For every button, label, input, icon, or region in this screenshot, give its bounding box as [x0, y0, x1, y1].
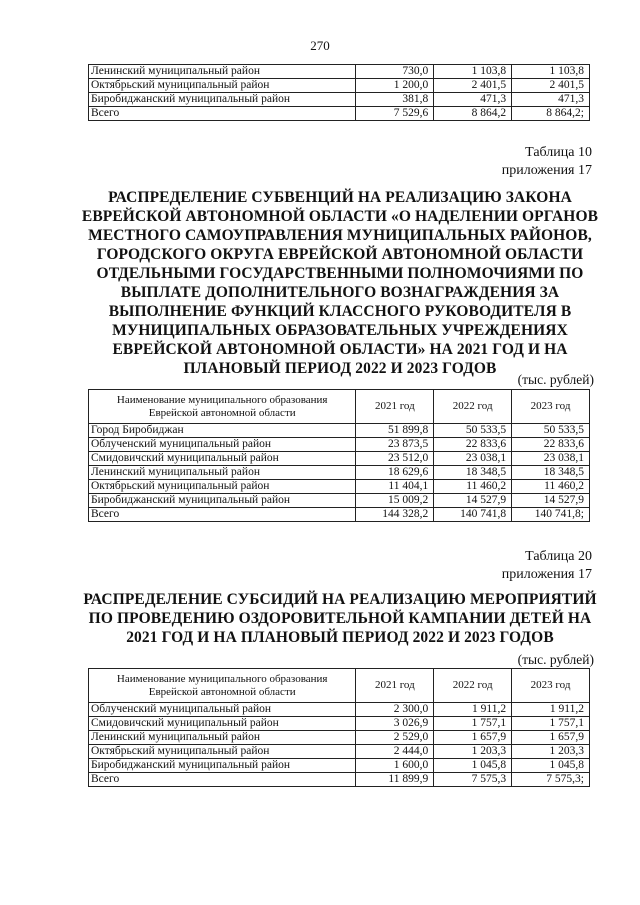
table-row — [89, 452, 590, 466]
value-2022-cell: 50 533,5 — [434, 424, 512, 438]
value-2021-cell: 11 404,1 — [356, 480, 434, 494]
table-row — [89, 717, 590, 731]
region-name-cell: Облученский муниципальный район — [89, 438, 356, 452]
table-row — [89, 508, 590, 522]
value-2021-cell: 51 899,8 — [356, 424, 434, 438]
table-row — [89, 466, 590, 480]
table-row — [89, 424, 590, 438]
table-row — [89, 480, 590, 494]
value-2021-cell: 1 600,0 — [356, 759, 434, 773]
value-2022-cell: 1 103,8 — [434, 65, 512, 79]
value-2021-cell: 1 200,0 — [356, 79, 434, 93]
value-2021-cell: 2 529,0 — [356, 731, 434, 745]
table-10-label: Таблица 10 — [525, 145, 592, 160]
table-row — [89, 731, 590, 745]
value-2023-cell: 2 401,5 — [512, 79, 590, 93]
region-name-cell: Ленинский муниципальный район — [89, 466, 356, 480]
column-header-name: Наименование муниципального образования Еврейской автономной области — [89, 669, 356, 703]
value-2021-cell: 23 512,0 — [356, 452, 434, 466]
value-2023-cell: 1 911,2 — [512, 703, 590, 717]
value-2022-cell: 7 575,3 — [434, 773, 512, 787]
value-2022-cell: 1 045,8 — [434, 759, 512, 773]
region-name-cell: Облученский муниципальный район — [89, 703, 356, 717]
table-10-title: РАСПРЕДЕЛЕНИЕ СУБВЕНЦИЙ НА РЕАЛИЗАЦИЮ ЗАКОНА ЕВРЕЙСКОЙ АВТОНОМНОЙ ОБЛАСТИ «О НАДЕЛЕНИИ ОРГАНОВ МЕСТНОГО САМОУПРАВЛЕНИЯ МУНИЦИПАЛЬНЫХ РАЙОНОВ, ГОРОДСКОГО ОКРУГА ЕВРЕЙСКОЙ АВТОНОМНОЙ ОБЛАСТИ ОТДЕЛЬНЫМИ ГОСУДАРСТВЕННЫМИ ПОЛНОМОЧИЯМИ ПО ВЫПЛАТЕ ДОПОЛНИТЕЛЬНОГО ВОЗНАГРАЖДЕНИЯ ЗА ВЫПОЛНЕНИЕ ФУНКЦИЙ КЛАССНОГО РУКОВОДИТЕЛЯ В МУНИЦИПАЛЬНЫХ ОБРАЗОВАТЕЛЬНЫХ УЧРЕЖДЕНИЯХ ЕВРЕЙСКОЙ АВТОНОМНОЙ ОБЛАСТИ» НА 2021 ГОД И НА ПЛАНОВЫЙ ПЕРИОД 2022 И 2023 ГОДОВ — [81, 189, 599, 377]
value-2021-cell: 18 629,6 — [356, 466, 434, 480]
column-header-2022: 2022 год — [434, 669, 512, 703]
region-name-cell: Октябрьский муниципальный район — [89, 480, 356, 494]
value-2023-cell: 471,3 — [512, 93, 590, 107]
column-header-2022: 2022 год — [434, 390, 512, 424]
region-name-cell: Ленинский муниципальный район — [89, 731, 356, 745]
subventions-table-body — [89, 424, 590, 522]
value-2022-cell: 18 348,5 — [434, 466, 512, 480]
table-10-reference — [502, 144, 592, 180]
region-name-cell: Город Биробиджан — [89, 424, 356, 438]
value-2023-cell: 1 757,1 — [512, 717, 590, 731]
table-10-unit: (тыс. рублей) — [517, 372, 594, 387]
region-name-cell: Биробиджанский муниципальный район — [89, 759, 356, 773]
value-2022-cell: 1 203,3 — [434, 745, 512, 759]
region-name-cell: Биробиджанский муниципальный район — [89, 93, 356, 107]
subsidies-table — [88, 668, 590, 787]
value-2021-cell: 2 300,0 — [356, 703, 434, 717]
value-2021-cell: 144 328,2 — [356, 508, 434, 522]
table-row — [89, 107, 590, 121]
table-row — [89, 773, 590, 787]
value-2022-cell: 2 401,5 — [434, 79, 512, 93]
table-row — [89, 65, 590, 79]
table-row — [89, 759, 590, 773]
value-2023-cell: 7 575,3; — [512, 773, 590, 787]
value-2023-cell: 1 103,8 — [512, 65, 590, 79]
subsidies-table-body — [89, 703, 590, 787]
value-2023-cell: 1 203,3 — [512, 745, 590, 759]
value-2023-cell: 23 038,1 — [512, 452, 590, 466]
continuation-table-body — [89, 65, 590, 121]
region-name-cell: Всего — [89, 508, 356, 522]
value-2021-cell: 2 444,0 — [356, 745, 434, 759]
column-header-2023: 2023 год — [512, 669, 590, 703]
value-2022-cell: 23 038,1 — [434, 452, 512, 466]
value-2023-cell: 22 833,6 — [512, 438, 590, 452]
value-2021-cell: 3 026,9 — [356, 717, 434, 731]
table-row — [89, 79, 590, 93]
column-header-2021: 2021 год — [356, 390, 434, 424]
region-name-cell: Биробиджанский муниципальный район — [89, 494, 356, 508]
value-2021-cell: 7 529,6 — [356, 107, 434, 121]
page-number: 270 — [310, 38, 330, 53]
value-2022-cell: 1 757,1 — [434, 717, 512, 731]
value-2023-cell: 18 348,5 — [512, 466, 590, 480]
table-20-label: Таблица 20 — [525, 549, 592, 564]
value-2023-cell: 8 864,2; — [512, 107, 590, 121]
value-2023-cell: 50 533,5 — [512, 424, 590, 438]
value-2022-cell: 22 833,6 — [434, 438, 512, 452]
value-2023-cell: 14 527,9 — [512, 494, 590, 508]
table-20-unit: (тыс. рублей) — [517, 652, 594, 667]
subventions-table — [88, 389, 590, 522]
value-2022-cell: 8 864,2 — [434, 107, 512, 121]
table-row — [89, 93, 590, 107]
value-2021-cell: 730,0 — [356, 65, 434, 79]
table-10-appendix-label: приложения 17 — [501, 163, 592, 178]
continuation-table — [88, 64, 590, 121]
value-2023-cell: 1 045,8 — [512, 759, 590, 773]
region-name-cell: Всего — [89, 773, 356, 787]
value-2022-cell: 471,3 — [434, 93, 512, 107]
value-2023-cell: 11 460,2 — [512, 480, 590, 494]
table-row — [89, 745, 590, 759]
value-2023-cell: 140 741,8; — [512, 508, 590, 522]
table-row — [89, 494, 590, 508]
value-2022-cell: 1 911,2 — [434, 703, 512, 717]
region-name-cell: Смидовичский муниципальный район — [89, 452, 356, 466]
column-header-2023: 2023 год — [512, 390, 590, 424]
table-20-reference — [502, 548, 592, 584]
value-2021-cell: 23 873,5 — [356, 438, 434, 452]
region-name-cell: Ленинский муниципальный район — [89, 65, 356, 79]
value-2022-cell: 14 527,9 — [434, 494, 512, 508]
region-name-cell: Всего — [89, 107, 356, 121]
value-2022-cell: 1 657,9 — [434, 731, 512, 745]
value-2021-cell: 381,8 — [356, 93, 434, 107]
table-row — [89, 438, 590, 452]
value-2021-cell: 15 009,2 — [356, 494, 434, 508]
value-2023-cell: 1 657,9 — [512, 731, 590, 745]
value-2022-cell: 140 741,8 — [434, 508, 512, 522]
region-name-cell: Октябрьский муниципальный район — [89, 79, 356, 93]
table-20-title: РАСПРЕДЕЛЕНИЕ СУБСИДИЙ НА РЕАЛИЗАЦИЮ МЕРОПРИЯТИЙ ПО ПРОВЕДЕНИЮ ОЗДОРОВИТЕЛЬНОЙ КАМПАНИИ ДЕТЕЙ НА 2021 ГОД И НА ПЛАНОВЫЙ ПЕРИОД 2022 И 2023 ГОДОВ — [83, 591, 597, 646]
table-row — [89, 703, 590, 717]
column-header-name: Наименование муниципального образования Еврейской автономной области — [89, 390, 356, 424]
value-2022-cell: 11 460,2 — [434, 480, 512, 494]
region-name-cell: Смидовичский муниципальный район — [89, 717, 356, 731]
region-name-cell: Октябрьский муниципальный район — [89, 745, 356, 759]
column-header-2021: 2021 год — [356, 669, 434, 703]
table-20-appendix-label: приложения 17 — [501, 567, 592, 582]
value-2021-cell: 11 899,9 — [356, 773, 434, 787]
